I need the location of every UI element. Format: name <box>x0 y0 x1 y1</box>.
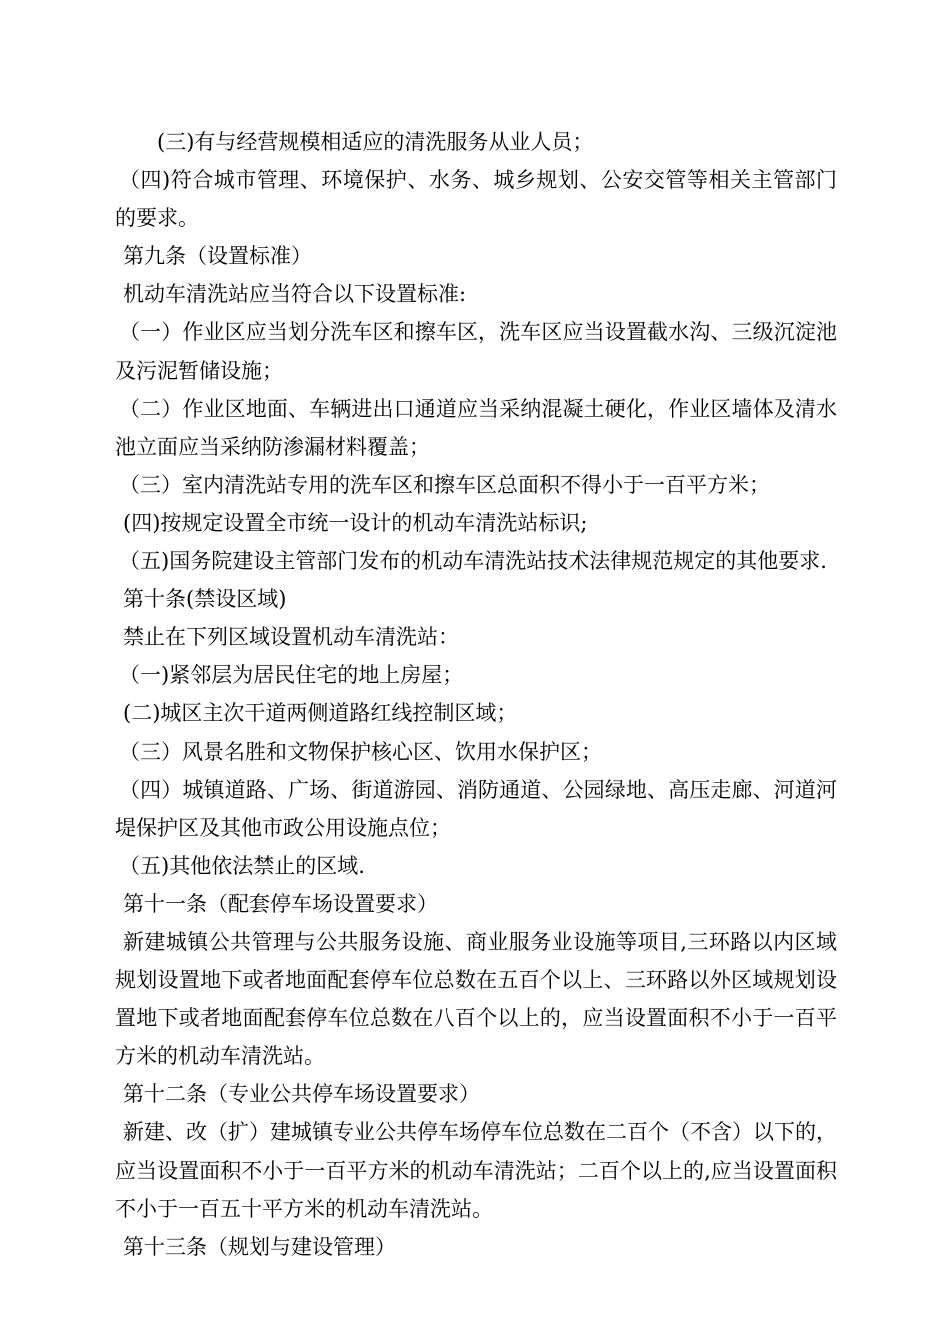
paragraph-department-requirement: （四)符合城市管理、环境保护、水务、城乡规划、公安交管等相关主管部门的要求。 <box>115 168 837 231</box>
article-9-item-2: （二）作业区地面、车辆进出口通道应当采纳混凝土硬化，作业区墙体及清水池立面应当采纳防渗漏材料覆盖； <box>115 396 837 459</box>
paragraph-staff-requirement: (三)有与经营规模相适应的清洗服务从业人员； <box>157 130 594 154</box>
article-9-item-1: （一）作业区应当划分洗车区和擦车区，洗车区应当设置截水沟、三级沉淀池及污泥暂储设施； <box>115 320 837 383</box>
article-10-item-3: （三）风景名胜和文物保护核心区、饮用水保护区； <box>119 739 602 764</box>
article-9-intro: 机动车清洗站应当符合以下设置标准: <box>123 282 467 307</box>
article-10-item-2: (二)城区主次干道两侧道路红线控制区域； <box>123 701 518 726</box>
article-10-item-1: （一)紧邻层为居民住宅的地上房屋； <box>119 663 464 688</box>
article-9-item-5: （五)国务院建设主管部门发布的机动车清洗站技术法律规范规定的其他要求. <box>119 549 827 574</box>
article-9-heading: 第九条（设置标准） <box>123 244 312 269</box>
article-10-intro: 禁止在下列区域设置机动车清洗站： <box>123 625 459 650</box>
article-9-item-4: (四)按规定设置全市统一设计的机动车清洗站标识; <box>123 510 588 535</box>
regulation-text-body <box>115 123 837 1266</box>
article-10-item-4: （四）城镇道路、广场、街道游园、消防通道、公园绿地、高压走廊、河道河堤保护区及其他市政公用设施点位； <box>115 777 837 840</box>
article-11-heading: 第十一条（配套停车场设置要求） <box>123 891 438 916</box>
article-10-heading: 第十条(禁设区域) <box>123 587 287 612</box>
article-9-item-3: （三）室内清洗站专用的洗车区和擦车区总面积不得小于一百平方米； <box>119 472 770 497</box>
article-13-heading: 第十三条（规划与建设管理） <box>123 1234 396 1259</box>
article-10-item-5: （五)其他依法禁止的区域. <box>119 853 365 878</box>
article-12-body: 新建、改（扩）建城镇专业公共停车场停车位总数在二百个（不含）以下的，应当设置面积不小于一百平方米的机动车清洗站；二百个以上的,应当设置面积不小于一百五十平方米的机动车清洗站。 <box>115 1120 837 1221</box>
article-11-body: 新建城镇公共管理与公共服务设施、商业服务业设施等项目,三环路以内区域规划设置地下或者地面配套停车位总数在五百个以上、三环路以外区域规划设置地下或者地面配套停车位总数在八百个以上的，应当设置面积不小于一百平方米的机动车清洗站。 <box>115 929 837 1069</box>
article-12-heading: 第十二条（专业公共停车场设置要求） <box>123 1082 480 1107</box>
